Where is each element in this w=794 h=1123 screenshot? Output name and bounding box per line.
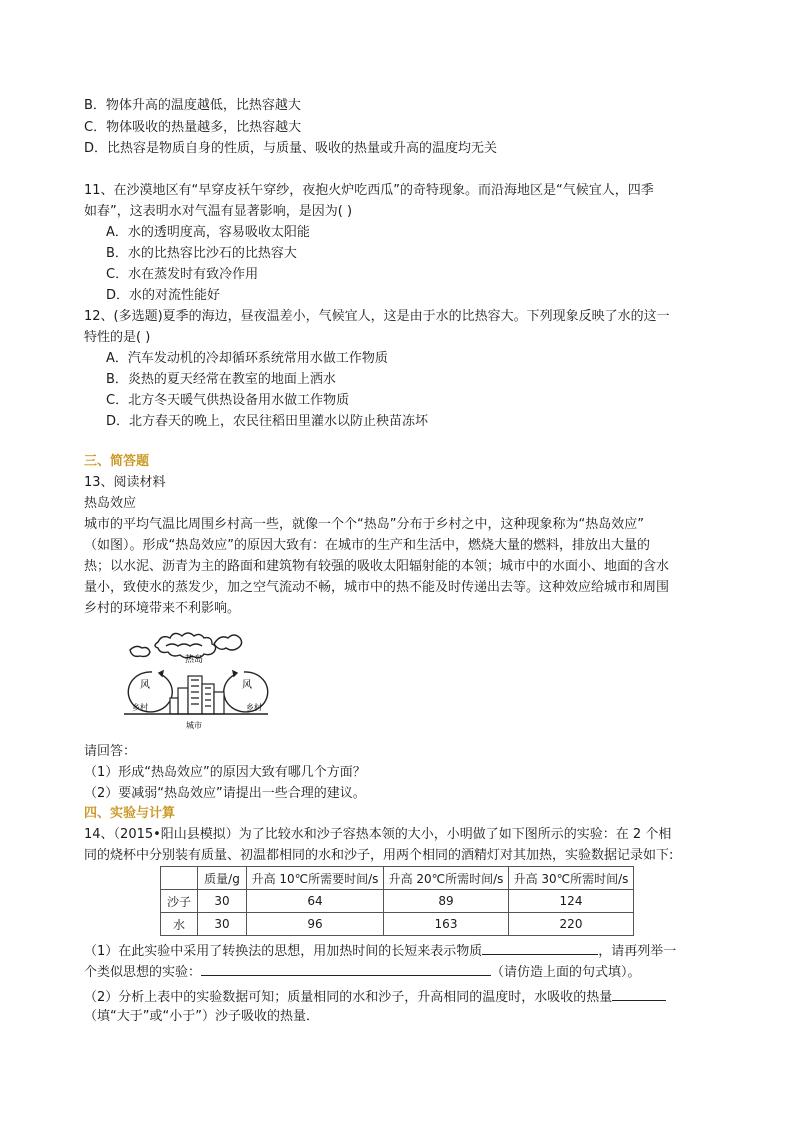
label-wind-right: 风 — [242, 680, 252, 691]
table-header: 质量/g — [198, 867, 247, 890]
table-row — [161, 890, 634, 913]
table-header: 升高 20℃所需时间/s — [384, 867, 509, 890]
q13-ask: 请回答： — [84, 744, 137, 759]
answer-blank[interactable] — [612, 986, 666, 1001]
q11-option-d: D．水的对流性能好 — [106, 288, 221, 303]
table-header: 升高 10℃所需要时间/s — [247, 867, 384, 890]
q13-stem: 13、阅读材料 — [84, 475, 166, 490]
section-heading-experiment: 四、实验与计算 — [84, 806, 176, 821]
q11-stem-line1: 11、在沙漠地区有“早穿皮袄午穿纱，夜抱火炉吃西瓜”的奇特现象。而沿海地区是“气候宜人，四季 — [84, 183, 654, 198]
q13-material-title: 热岛效应 — [84, 496, 137, 511]
q12-option-c: C．北方冬天暖气供热设备用水做工作物质 — [106, 393, 350, 408]
q14-text: （1）在此实验中采用了转换法的思想，用加热时间的长短来表示物质 — [84, 944, 483, 959]
q13-paragraph-line: 城市的平均气温比周围乡村高一些，就像一个个“热岛”分布于乡村之中，这种现象称为“热岛效应” — [84, 517, 644, 532]
q12-option-b: B．炎热的夏天经常在教室的地面上洒水 — [106, 372, 336, 387]
table-cell: 89 — [384, 890, 509, 913]
prev-option-d: D．比热容是物质自身的性质，与质量、吸收的热量或升高的温度均无关 — [84, 141, 498, 156]
q14-text: （请仿造上面的句式填）。 — [491, 965, 641, 980]
q12-stem-line2: 特性的是( ) — [84, 330, 151, 345]
label-village-right: 乡村 — [246, 703, 262, 712]
q14-stem-line1: 14、（2015•阳山县模拟）为了比较水和沙子容热本领的大小，小明做了如下图所示的实验：在 2 个相 — [84, 827, 672, 842]
table-cell: 96 — [247, 913, 384, 936]
label-city: 城市 — [186, 721, 202, 730]
q13-paragraph-line: （如图）。形成“热岛效应”的原因大致有：在城市的生产和生活中，燃烧大量的燃料，排放出大量的 — [84, 538, 650, 553]
q14-sub-question-1-line1 — [84, 940, 676, 960]
table-header — [161, 867, 198, 890]
q13-paragraph-line: 量小，致使水的蒸发少，加之空气流动不畅，城市中的热不能及时传递出去等。这种效应给城市和周围 — [84, 580, 670, 595]
table-cell: 163 — [384, 913, 509, 936]
label-heat-island: 热岛 — [184, 655, 204, 665]
section-heading-short-answer: 三、简答题 — [84, 454, 150, 469]
q13-paragraph-line: 乡村的环境带来不利影响。 — [84, 601, 241, 616]
q14-sub-question-2-line2: （填“大于”或“小于”）沙子吸收的热量． — [84, 1009, 319, 1024]
table-row — [161, 913, 634, 936]
q13-sub-question-2: （2）要减弱“热岛效应”请提出一些合理的建议。 — [84, 786, 366, 801]
q11-option-b: B．水的比热容比沙石的比热容大 — [106, 246, 297, 261]
label-wind-left: 风 — [140, 680, 150, 691]
answer-blank[interactable] — [482, 940, 598, 955]
answer-blank[interactable] — [201, 961, 491, 976]
q11-option-a: A．水的透明度高，容易吸收太阳能 — [106, 225, 310, 240]
experiment-data-table — [160, 866, 634, 936]
q12-option-d: D．北方春天的晚上，农民往稻田里灌水以防止秧苗冻坏 — [106, 414, 429, 429]
q11-option-c: C．水在蒸发时有致冷作用 — [106, 267, 259, 282]
table-cell: 124 — [509, 890, 634, 913]
q12-option-a: A．汽车发动机的冷却循环系统常用水做工作物质 — [106, 351, 388, 366]
q14-text: 个类似思想的实验： — [84, 965, 202, 980]
table-cell: 30 — [198, 913, 247, 936]
table-cell: 220 — [509, 913, 634, 936]
prev-option-b: B．物体升高的温度越低，比热容越大 — [84, 98, 301, 113]
table-cell: 64 — [247, 890, 384, 913]
label-village-left: 乡村 — [132, 703, 148, 712]
q14-sub-question-1-line2 — [84, 961, 641, 981]
q12-stem-line1: 12、(多选题)夏季的海边，昼夜温差小，气候宜人，这是由于水的比热容大。下列现象反映了水的这一 — [84, 309, 670, 324]
q11-stem-line2: 如春”，这表明水对气温有显著影响，是因为( ) — [84, 204, 353, 219]
q14-sub-question-2-line1 — [84, 986, 666, 1006]
table-cell: 30 — [198, 890, 247, 913]
q14-text: ，请再列举一 — [598, 944, 677, 959]
q14-text: （2）分析上表中的实验数据可知；质量相同的水和沙子，升高相同的温度时，水吸收的热量 — [84, 990, 613, 1005]
table-header-row — [161, 867, 634, 890]
table-cell: 沙子 — [161, 890, 198, 913]
q14-stem-line2: 同的烧杯中分别装有质量、初温都相同的水和沙子，用两个相同的酒精灯对其加热，实验数据记录如下: — [84, 848, 674, 863]
city-buildings-icon — [170, 676, 224, 714]
table-header: 升高 30℃所需时间/s — [509, 867, 634, 890]
table-cell: 水 — [161, 913, 198, 936]
q13-sub-question-1: （1）形成“热岛效应”的原因大致有哪几个方面？ — [84, 765, 366, 780]
q13-paragraph-line: 热；以水泥、沥青为主的路面和建筑物有较强的吸收太阳辐射能的本领；城市中的水面小、地面的含水 — [84, 559, 670, 574]
heat-island-figure — [118, 626, 274, 736]
prev-option-c: C．物体吸收的热量越多，比热容越大 — [84, 120, 302, 135]
